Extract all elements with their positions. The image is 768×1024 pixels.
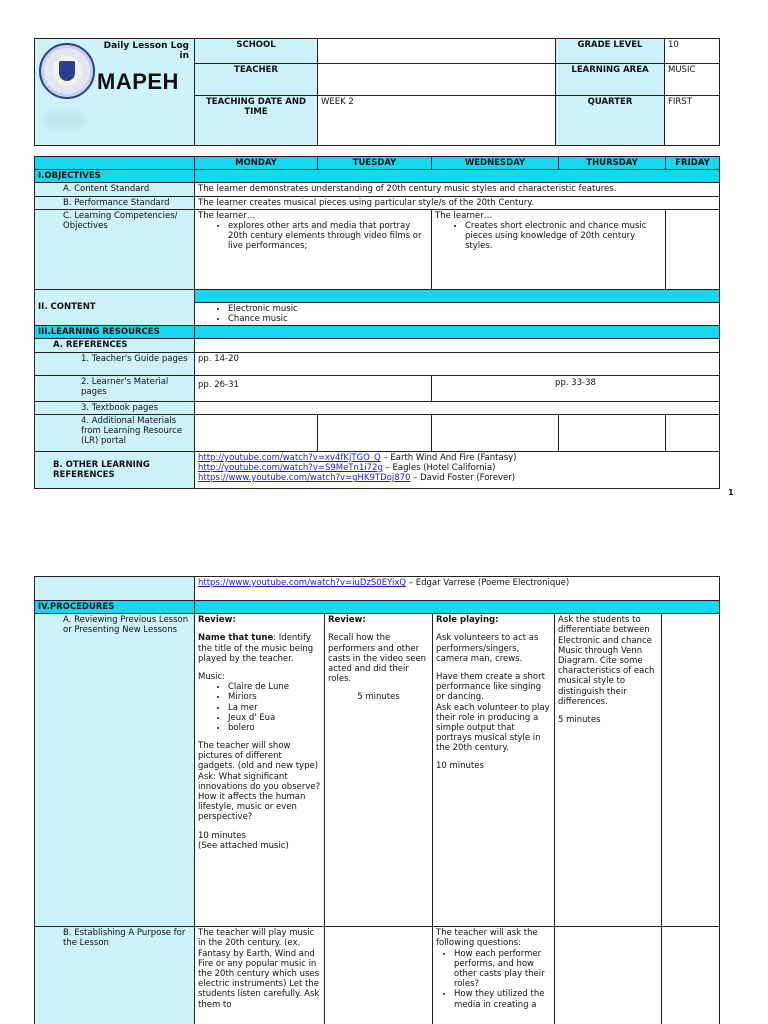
teachers-guide-label: 1. Teacher's Guide pages [35, 352, 195, 375]
music-item: • Miriors [228, 692, 321, 702]
performance-standard-value: The learner creates musical pieces using particular style/s of the 20th Century. [195, 196, 720, 209]
reference-link[interactable]: https://www.youtube.com/watch?v=iuDzS0EYixQ [198, 578, 407, 588]
day-wednesday: WEDNESDAY [432, 157, 559, 170]
grade-level-value: 10 [665, 39, 720, 64]
days-header-blank [35, 157, 195, 170]
quarter-label: QUARTER [556, 96, 665, 146]
reference-link[interactable]: http://youtube.com/watch?v=xv4fKjTGO_Q [198, 452, 381, 463]
day-friday: FRIDAY [666, 157, 720, 170]
learning-resources-heading: III.LEARNING RESOURCES [35, 326, 195, 339]
lesson-plan-table-page-2 [34, 576, 720, 1024]
reference-link[interactable]: https://www.youtube.com/watch?v=gHK9TDoj870 [198, 473, 411, 484]
performance-standard-label: B. Performance Standard [35, 196, 195, 209]
daily-lesson-log-title: Daily Lesson Log in [103, 41, 189, 62]
procedure-a-thursday: Ask the students to differentiate between Electronic and chance Music through Venn Diagram. Cite some characteristics of each musical style to distinguish their differences. 5 minutes [555, 614, 662, 927]
learners-material-thu: pp. 33-38 [432, 375, 720, 401]
lesson-plan-table-page-1 [34, 156, 720, 489]
content-standard-label: A. Content Standard [35, 183, 195, 196]
objectives-heading: I.OBJECTIVES [35, 170, 195, 183]
procedure-a-monday: Review: Name that tune: Identify the title of the music being played by the teacher. Music: • Claire de Lune • Miriors • La mer • Jeux d' Eua • bolero The teacher will show pictures of different gadgets. (old and new type) Ask: What significant innovations do you observe? How it affects the human lifestyle, music or even perspective? 10 minutes (See attached music) [195, 614, 325, 927]
learners-material-mon: pp. 26-31 [195, 375, 432, 401]
quarter-value: FIRST [665, 96, 720, 146]
teachers-guide-value: pp. 14-20 [195, 352, 720, 375]
procedure-b-monday: The teacher will play music in the 20th century. (ex. Fantasy by Earth, Wind and Fire or any popular music in the 20th century which uses electric instruments) Let the students listen carefully. Ask them to [195, 927, 325, 1024]
learners-material-label: 2. Learner's Material pages [35, 375, 195, 401]
additional-materials-label: 4. Additional Materials from Learning Resource (LR) portal [35, 414, 195, 451]
day-thursday: THURSDAY [559, 157, 666, 170]
deped-seal-icon [39, 43, 95, 99]
learning-area-label: LEARNING AREA [556, 64, 665, 96]
school-label: SCHOOL [195, 39, 318, 64]
other-references-links: http://youtube.com/watch?v=xv4fKjTGO_Q – Earth Wind And Fire (Fantasy) http://youtube.com/watch?v=S9MeTn1i72g – Eagles (Hotel California) https://www.youtube.com/watch?v=gHK9TDoj870 – David Foster (Forever) [195, 451, 720, 488]
procedure-a-wednesday: Role playing: Ask volunteers to act as performers/singers, camera man, crews. Have them create a short performance like singing or dancing. Ask each volunteer to play their role in producing a simple output that portrays musical style in the 20th century. 10 minutes [433, 614, 555, 927]
school-value [318, 39, 556, 64]
textbook-label: 3. Textbook pages [35, 401, 195, 414]
music-item: • Jeux d' Eua [228, 713, 321, 723]
competencies-wed-thu: The learner… • Creates short electronic and chance music pieces using knowledge of 20th century styles. [432, 209, 666, 289]
competencies-label: C. Learning Competencies/ Objectives [35, 209, 195, 289]
competencies-mon-tue: The learner… • explores other arts and media that portray 20th century elements through video films or live performances; [195, 209, 432, 289]
subject-title: MAPEH [97, 69, 179, 94]
grade-level-label: GRADE LEVEL [556, 39, 665, 64]
header-table [34, 38, 720, 146]
procedures-heading: IV.PROCEDURES [35, 601, 195, 614]
content-standard-value: The learner demonstrates understanding of 20th century music styles and characteristic features. [195, 183, 720, 196]
music-item: • bolero [228, 723, 321, 733]
day-monday: MONDAY [195, 157, 318, 170]
content-items [195, 302, 720, 325]
link-row: https://www.youtube.com/watch?v=iuDzS0EYixQ – Edgar Varrese (Poeme Electronique) [195, 577, 720, 601]
content-item: • Chance music [228, 314, 716, 324]
procedure-b-label: B. Establishing A Purpose for the Lesson [35, 927, 195, 1024]
procedure-a-tuesday: Review: Recall how the performers and other casts in the video seen acted and did their roles. 5 minutes [325, 614, 433, 927]
competency-item: • Creates short electronic and chance music pieces using knowledge of 20th century styles. [465, 221, 662, 252]
content-heading: II. CONTENT [35, 289, 195, 325]
header-logo-cell [35, 39, 195, 146]
learning-area-value: MUSIC [665, 64, 720, 96]
teaching-date-value: WEEK 2 [318, 96, 556, 146]
references-label: A. REFERENCES [35, 339, 195, 352]
question-item: • How each performer performs, and how other casts play their roles? [454, 949, 551, 990]
procedure-b-wednesday: The teacher will ask the following questions: • How each performer performs, and how other casts play their roles? • How they utilized the media in creating a [433, 927, 555, 1024]
day-tuesday: TUESDAY [318, 157, 432, 170]
page-number: 1 [728, 488, 734, 497]
other-references-label: B. OTHER LEARNING REFERENCES [35, 451, 195, 488]
teacher-value [318, 64, 556, 96]
question-item: • How they utilized the media in creating a [454, 989, 551, 1009]
competency-item: • explores other arts and media that portray 20th century elements through video films or live performances; [228, 221, 428, 252]
reference-link[interactable]: http://youtube.com/watch?v=S9MeTn1i72g [198, 462, 383, 473]
music-item: • Claire de Lune [228, 682, 321, 692]
teaching-date-label: TEACHING DATE AND TIME [195, 96, 318, 146]
music-item: • La mer [228, 703, 321, 713]
content-item: • Electronic music [228, 304, 716, 314]
teacher-label: TEACHER [195, 64, 318, 96]
procedure-a-label: A. Reviewing Previous Lesson or Presenting New Lessons [35, 614, 195, 927]
blurred-mark [45, 113, 85, 127]
